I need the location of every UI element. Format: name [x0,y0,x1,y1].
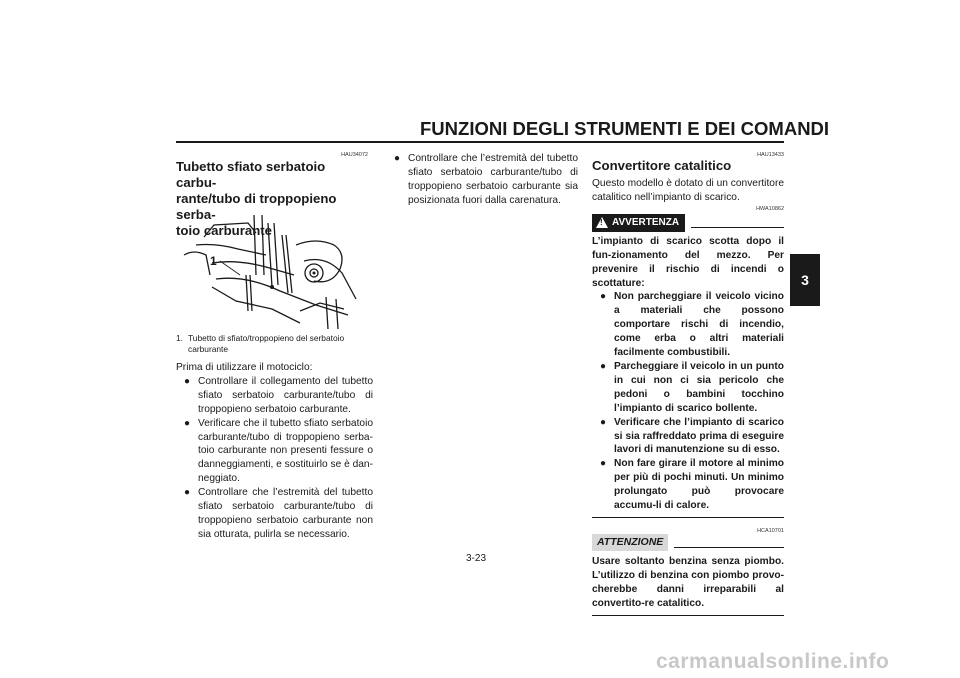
bullet-text: Verificare che l’impianto di scarico si sia raffreddato prima di eseguire lavori di manutenzione su di esso. [614,416,784,456]
bullet-text: Controllare che l’estremità del tubetto sfiato serbatoio carburante/tubo di troppopieno serbatoio carburante non sia otturata, pulirla se necessario. [198,487,373,540]
bullet-text: Non parcheggiare il veicolo vicino a materiali che possono comportare rischi di incendio, come erba o altri materiali facilmente combustibili. [614,291,784,359]
list-item [600,360,784,416]
caution-code: HCA10701 [757,527,784,534]
warning-code: HWA10862 [756,205,784,212]
section-code: HAU13433 [757,152,784,158]
list-item [394,152,578,208]
list-item [600,416,784,458]
bullet-text: Verificare che il tubetto sfiato serbatoio carburante/tubo di troppopieno serba-toio carburante non presenti fessure o danneggiamenti, e sostituirlo se è dan-neggiato. [198,417,373,485]
list-item [600,290,784,360]
warning-end-rule [592,517,784,518]
middle-body [394,152,578,208]
list-item [184,486,373,542]
caution-rule [674,547,784,548]
intro-text: Prima di utilizzare il motociclo: [176,362,313,373]
warning-triangle-icon: ! [596,217,608,228]
warning-label-box [592,214,685,232]
list-item [184,375,373,417]
caution-end-rule [592,615,784,616]
bullet-icon: ● [394,153,401,164]
page-number: 3-23 [466,553,487,564]
section-code: HAU34072 [341,152,368,158]
warning-rule [691,227,784,228]
caution-label: ATTENZIONE [592,534,668,551]
page-header-title: FUNZIONI DEGLI STRUMENTI E DEI COMANDI [420,118,830,139]
bullet-icon: ● [600,291,607,303]
bullet-text: Non fare girare il motore al minimo per più di pochi minuti. Un minimo prolungato può provocare accumu-li di calore. [614,458,784,512]
bullet-icon: ● [184,487,191,499]
bullet-icon: ● [600,458,607,470]
fuel-tank-breather-hose-illustration [176,215,371,330]
warning-body [592,235,784,513]
caption-text: Tubetto di sfiato/troppopieno del serbatoio carburante [188,333,345,354]
caption-number: 1. [176,333,183,343]
list-item [600,457,784,513]
warning-header [592,214,784,232]
left-body [176,361,373,542]
figure-caption [176,333,371,354]
list-item [184,417,373,487]
chapter-tab: 3 [790,254,820,306]
bullet-icon: ● [600,360,607,372]
caution-text: Usare soltanto benzina senza piombo. L’utilizzo di benzina con piombo provo-cherebbe danni irreparabili al convertito-re catalitico. [592,555,784,609]
header-rule [176,141,784,143]
intro-text: Questo modello è dotato di un convertitore catalitico nell’impianto di scarico. [592,178,784,203]
illustration-callout-1: 1 [210,254,217,268]
section-heading: Convertitore catalitico [592,158,732,173]
section-heading: Tubetto sfiato serbatoio carbu- rante/tubo di troppopieno serba- toio carburante [176,159,337,238]
bullet-icon: ● [600,416,607,428]
right-column [592,152,784,616]
bullet-text: Parcheggiare il veicolo in un punto in cui non ci sia pericolo che pedoni o bambini tocchino l’impianto di scarico bollente. [614,360,784,414]
bullet-icon: ● [184,417,191,429]
watermark: carmanualsonline.info [656,650,890,673]
caution-header [592,534,784,551]
bullet-text: Controllare che l’estremità del tubetto sfiato serbatoio carburante/tubo di troppopieno serbatoio carburante sia posizionata fuori dalla carenatura. [408,153,578,206]
bullet-icon: ● [184,375,191,387]
warning-intro: L’impianto di scarico scotta dopo il fun-zionamento del mezzo. Per prevenire il rischio di incendi o scottature: [592,235,784,289]
bullet-text: Controllare il collegamento del tubetto sfiato serbatoio carburante/tubo di troppopieno serbatoio carburante. [198,375,373,415]
hose-drawing [176,215,371,330]
warning-label: AVVERTENZA [612,217,680,229]
